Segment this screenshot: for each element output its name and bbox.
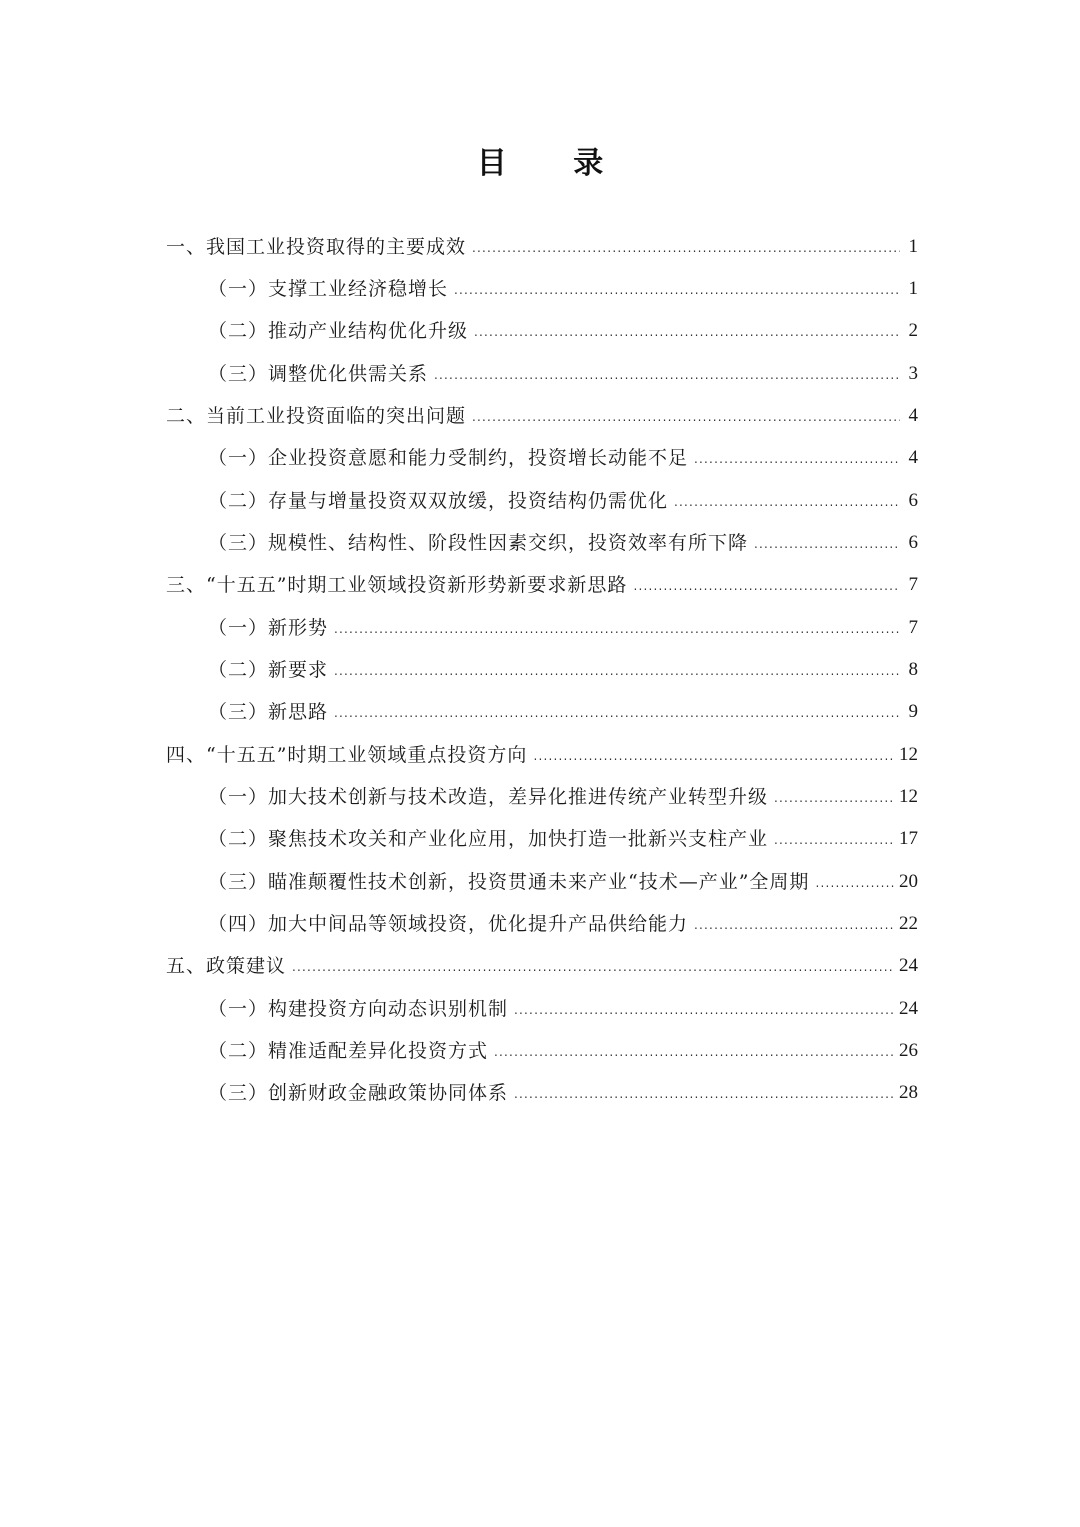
toc-page-number: 12	[899, 786, 918, 807]
toc-entry-4-3[interactable]	[208, 853, 918, 895]
toc-entry-1-3[interactable]	[208, 345, 918, 387]
dot-leader	[774, 788, 895, 808]
toc-entry-text: （一）支撑工业经济稳增长	[208, 278, 449, 300]
toc-page-number: 6	[908, 532, 918, 553]
toc-entry-text: （二）精准适配差异化投资方式	[208, 1040, 489, 1062]
toc-entry-1[interactable]	[166, 218, 918, 260]
toc-entry-text: （三）新思路	[208, 701, 329, 723]
dot-leader	[292, 957, 895, 977]
toc-page-number: 17	[899, 828, 918, 849]
dot-leader	[494, 1042, 895, 1062]
toc-page-number: 1	[908, 236, 918, 257]
toc-page-number: 28	[899, 1082, 918, 1103]
dot-leader	[815, 873, 895, 893]
toc-entry-5[interactable]	[166, 937, 918, 979]
toc-page-number: 24	[899, 955, 918, 976]
dot-leader	[674, 492, 900, 512]
dot-leader	[334, 619, 900, 639]
toc-entry-3-2[interactable]	[208, 641, 918, 683]
dot-leader	[474, 322, 900, 342]
dot-leader	[472, 238, 900, 258]
toc-page-number: 7	[908, 617, 918, 638]
toc-entry-text: （二）聚焦技术攻关和产业化应用，加快打造一批新兴支柱产业	[208, 828, 769, 850]
toc-entry-2-3[interactable]	[208, 514, 918, 556]
toc-entry-text: （一）加大技术创新与技术改造，差异化推进传统产业转型升级	[208, 786, 769, 808]
toc-entry-4-1[interactable]	[208, 768, 918, 810]
toc-entry-5-2[interactable]	[208, 1022, 918, 1064]
toc-page-number: 1	[908, 278, 918, 299]
toc-page-number: 9	[908, 701, 918, 722]
dot-leader	[434, 365, 900, 385]
toc-entry-5-1[interactable]	[208, 980, 918, 1022]
dot-leader	[754, 534, 900, 554]
toc-page-number: 22	[899, 913, 918, 934]
toc-entry-2[interactable]	[166, 387, 918, 429]
toc-page-number: 4	[908, 447, 918, 468]
toc-page-number: 24	[899, 998, 918, 1019]
toc-page-number: 2	[908, 320, 918, 341]
toc-page-number: 12	[899, 744, 918, 765]
toc-entry-5-3[interactable]	[208, 1064, 918, 1106]
toc-entry-text: （三）瞄准颠覆性技术创新，投资贯通未来产业“技术—产业”全周期	[208, 871, 810, 893]
toc-entry-text: 四、“十五五”时期工业领域重点投资方向	[166, 744, 528, 766]
toc-page-number: 7	[908, 574, 918, 595]
dot-leader	[533, 746, 895, 766]
toc-entry-3[interactable]	[166, 556, 918, 598]
dot-leader	[694, 449, 900, 469]
toc-entry-3-1[interactable]	[208, 599, 918, 641]
toc-page-number: 6	[908, 490, 918, 511]
toc-entry-text: （四）加大中间品等领域投资，优化提升产品供给能力	[208, 913, 689, 935]
toc-entry-text: 三、“十五五”时期工业领域投资新形势新要求新思路	[166, 574, 628, 596]
dot-leader	[633, 576, 900, 596]
dot-leader	[514, 1000, 895, 1020]
toc-entry-text: （二）新要求	[208, 659, 329, 681]
toc-entry-4-2[interactable]	[208, 810, 918, 852]
toc-page-number: 26	[899, 1040, 918, 1061]
dot-leader	[514, 1084, 895, 1104]
toc-entry-text: （二）推动产业结构优化升级	[208, 320, 469, 342]
toc-entry-text: 五、政策建议	[166, 955, 287, 977]
toc-entry-text: （一）新形势	[208, 617, 329, 639]
toc-entry-2-1[interactable]	[208, 429, 918, 471]
dot-leader	[472, 407, 900, 427]
toc-page-number: 8	[908, 659, 918, 680]
toc-entry-text: （一）企业投资意愿和能力受制约，投资增长动能不足	[208, 447, 689, 469]
toc-entry-4-4[interactable]	[208, 895, 918, 937]
dot-leader	[694, 915, 895, 935]
toc-entry-1-2[interactable]	[208, 302, 918, 344]
toc-entry-3-3[interactable]	[208, 683, 918, 725]
toc-entry-text: （三）创新财政金融政策协同体系	[208, 1082, 509, 1104]
page-title: 目 录	[476, 146, 632, 181]
dot-leader	[334, 703, 900, 723]
toc-page-number: 20	[899, 871, 918, 892]
toc-entry-text: 二、当前工业投资面临的突出问题	[166, 405, 467, 427]
toc-entry-text: （一）构建投资方向动态识别机制	[208, 998, 509, 1020]
dot-leader	[454, 280, 900, 300]
toc-entry-text: （三）规模性、结构性、阶段性因素交织，投资效率有所下降	[208, 532, 749, 554]
toc-page-number: 3	[908, 363, 918, 384]
toc-entry-1-1[interactable]	[208, 260, 918, 302]
toc-entry-4[interactable]	[166, 726, 918, 768]
dot-leader	[774, 830, 895, 850]
toc-entry-text: （三）调整优化供需关系	[208, 363, 429, 385]
toc-entry-2-2[interactable]	[208, 472, 918, 514]
toc-entry-text: 一、我国工业投资取得的主要成效	[166, 236, 467, 258]
dot-leader	[334, 661, 900, 681]
toc-page-number: 4	[908, 405, 918, 426]
toc-entry-text: （二）存量与增量投资双双放缓，投资结构仍需优化	[208, 490, 669, 512]
